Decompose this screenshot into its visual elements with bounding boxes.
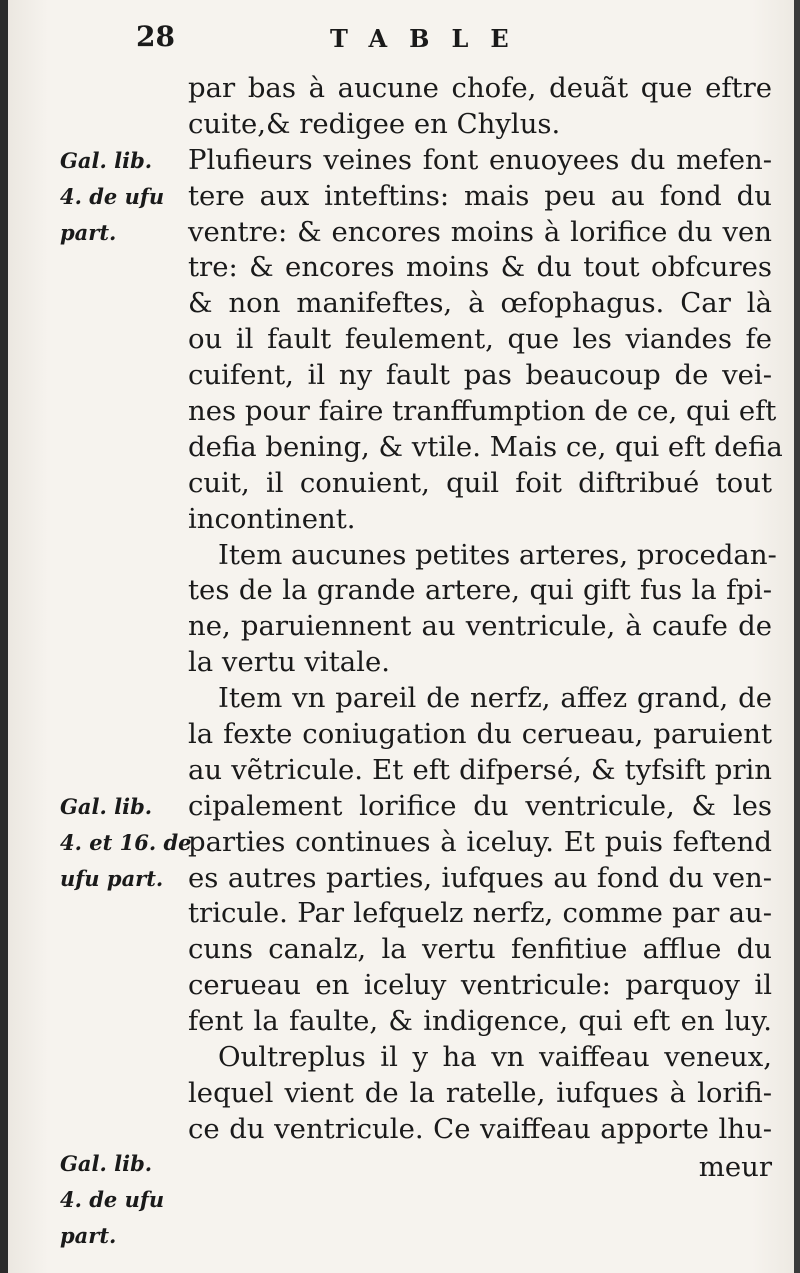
text-line: & non manifeftes, à œfophagus. Car là xyxy=(188,287,772,320)
text-line: defia bening, & vtile. Mais ce, qui eft defia xyxy=(188,430,783,463)
text-line: Oultreplus il y ha vn vaiffeau veneux, xyxy=(218,1041,772,1074)
text-line: fent la faulte, & indigence, qui eft en luy. xyxy=(188,1005,772,1038)
page-header xyxy=(0,14,800,54)
margin-note-line: ufu part. xyxy=(60,865,164,891)
text-line: Item aucunes petites arteres, procedan- xyxy=(218,538,777,571)
margin-note-line: Gal. lib. xyxy=(60,794,153,819)
text-line: ventre: & encores moins à lorifice du ven xyxy=(188,215,772,248)
text-line: cuns canalz, la vertu fenfitiue afflue du xyxy=(188,933,772,966)
text-line: nes pour faire tranffumption de ce, qui eft xyxy=(188,395,777,428)
text-line: ou il fault feulement, que les viandes fe xyxy=(188,323,772,356)
text-line: par bas à aucune chofe, deuãt que eftre xyxy=(188,72,772,104)
text-line: Item vn pareil de nerfz, affez grand, de xyxy=(218,682,772,715)
catchword: meur xyxy=(698,1150,772,1183)
text-line: tere aux inteftins: mais peu au fond du xyxy=(188,179,772,212)
margin-note-1 xyxy=(60,143,190,251)
text-line: ce du ventricule. Ce vaiffeau apporte lhu- xyxy=(188,1112,772,1145)
text-line: la fexte coniugation du cerueau, paruient xyxy=(188,718,772,751)
margin-note-3 xyxy=(60,1146,190,1254)
margin-note-line: 4. de ufu xyxy=(60,1186,165,1212)
margin-note-line: Gal. lib. xyxy=(60,148,153,173)
text-line: tricule. Par lefquelz nerfz, comme par au- xyxy=(188,897,772,930)
text-line: cerueau en iceluy ventricule: parquoy il xyxy=(188,969,772,1002)
running-head: TABLE xyxy=(330,24,531,53)
text-line: cuifent, il ny fault pas beaucoup de vei- xyxy=(188,359,772,392)
margin-note-line: 4. de ufu xyxy=(60,183,165,209)
body-text xyxy=(188,71,783,1186)
text-line: tes de la grande artere, qui gift fus la fpi- xyxy=(188,574,772,607)
text-line: es autres parties, iufques au fond du ven- xyxy=(188,861,772,894)
text-line: parties continues à iceluy. Et puis feftend xyxy=(188,825,772,858)
text-line: incontinent. xyxy=(188,502,356,535)
text-line: Plufieurs veines font enuoyees du mefen- xyxy=(188,143,772,176)
text-line: cipalement lorifice du ventricule, & les xyxy=(188,789,772,822)
text-line: tre: & encores moins & du tout obfcures xyxy=(188,251,772,284)
text-line: cuit, il conuient, quil foit diftribué tout xyxy=(188,466,772,499)
text-line: lequel vient de la ratelle, iufques à lorifi- xyxy=(188,1076,772,1109)
margin-note-line: part. xyxy=(60,1222,117,1248)
page-edge-right xyxy=(794,0,800,1273)
text-line: cuite,& redigee en Chylus. xyxy=(188,107,561,140)
text-line: ne, paruiennent au ventricule, à caufe de xyxy=(188,610,772,643)
margin-note-line: 4. et 16. de xyxy=(60,829,192,855)
margin-note-2 xyxy=(60,789,190,897)
margin-note-line: Gal. lib. xyxy=(60,1151,153,1176)
margin-note-line: part. xyxy=(60,219,117,245)
page-number: 28 xyxy=(136,20,175,53)
page-edge-left xyxy=(0,0,8,1273)
text-line: la vertu vitale. xyxy=(188,646,390,679)
text-line: au vẽtricule. Et eft difpersé, & tyfsift prin xyxy=(188,753,772,786)
